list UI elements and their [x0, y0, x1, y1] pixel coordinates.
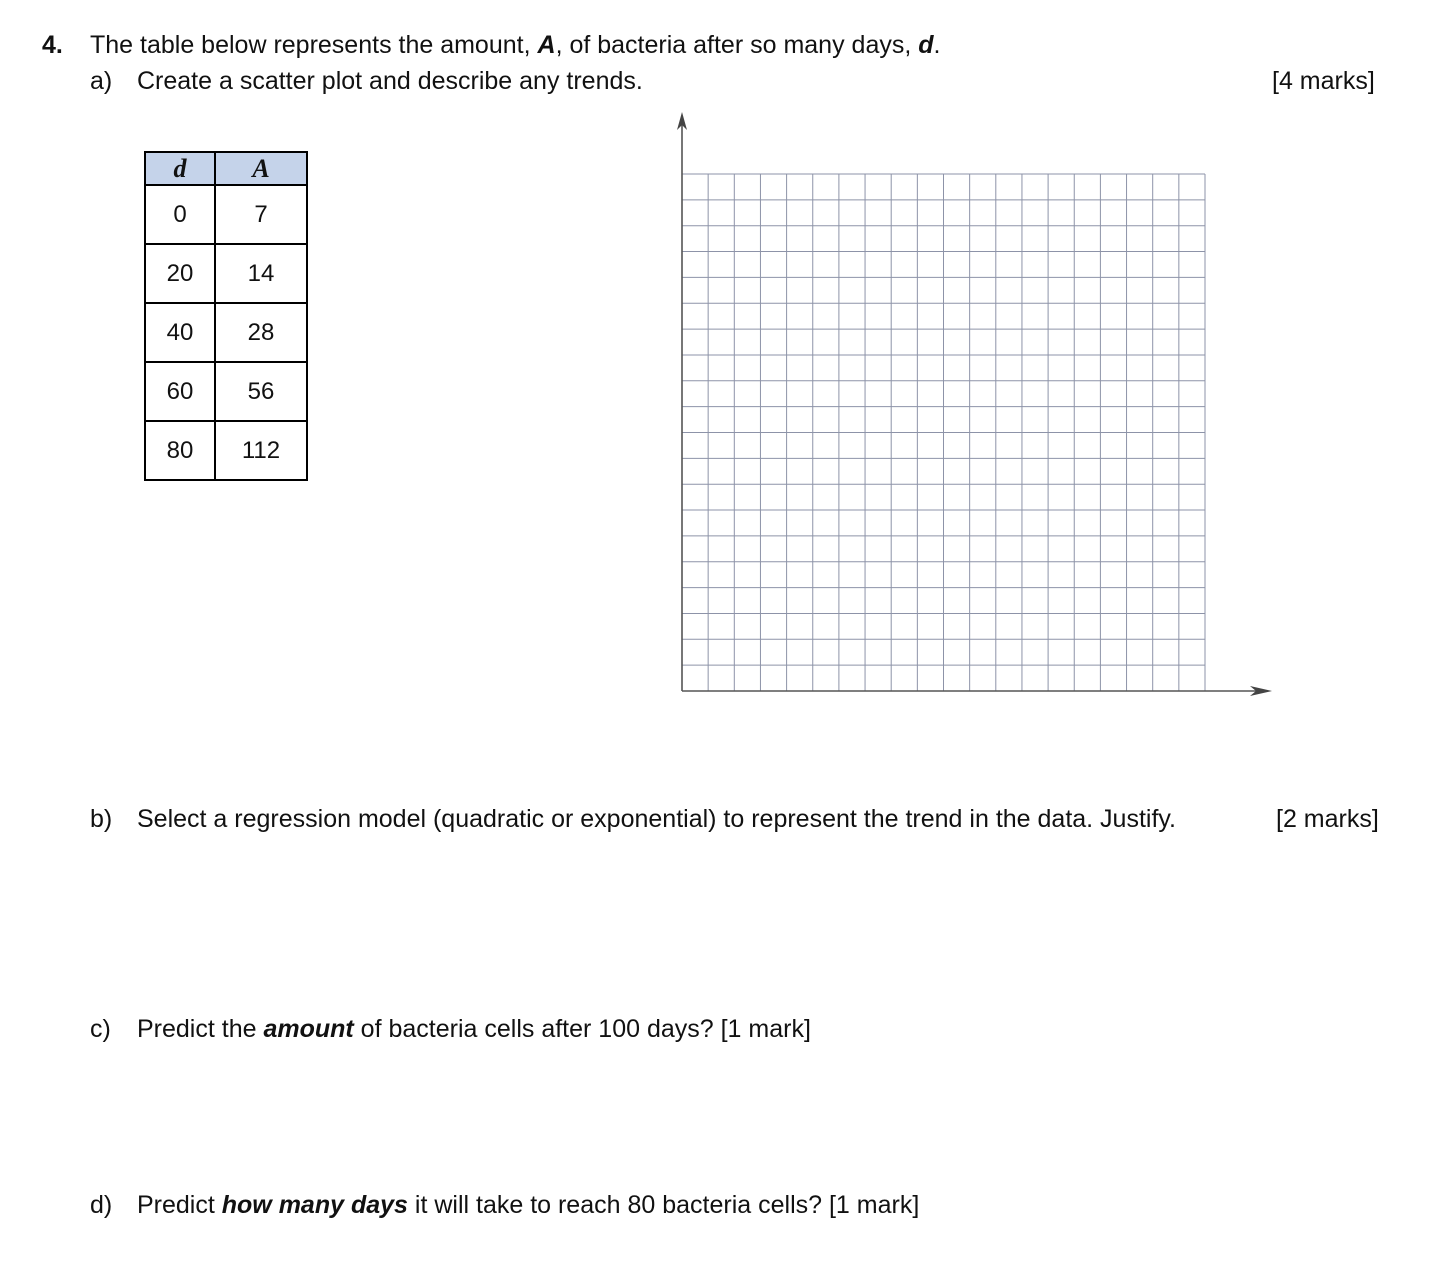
- stem-var-a: A: [537, 31, 556, 59]
- grid-lines: [682, 174, 1205, 691]
- table-cell: 14: [215, 244, 307, 303]
- stem-pre: The table below represents the amount,: [90, 31, 538, 59]
- table-cell: 60: [145, 362, 215, 421]
- part-d-letter: d): [90, 1191, 113, 1219]
- table-cell: 80: [145, 421, 215, 480]
- part-d-text: [137, 1191, 919, 1220]
- table-row: [145, 185, 307, 244]
- data-table: [144, 151, 308, 481]
- table-cell: 40: [145, 303, 215, 362]
- part-c-post: of bacteria cells after 100 days? [1 mark]: [353, 1015, 811, 1043]
- part-d-pre: Predict: [137, 1191, 222, 1219]
- stem-mid: , of bacteria after so many days,: [555, 31, 919, 59]
- question-number: 4.: [42, 31, 63, 59]
- table-header-a: A: [215, 152, 307, 185]
- table-cell: 56: [215, 362, 307, 421]
- part-c-letter: c): [90, 1015, 111, 1043]
- table-row: [145, 362, 307, 421]
- table-cell: 112: [215, 421, 307, 480]
- graph-grid[interactable]: [660, 100, 1290, 710]
- part-a-marks: [4 marks]: [1272, 67, 1375, 95]
- table-cell: 28: [215, 303, 307, 362]
- table-cell: 20: [145, 244, 215, 303]
- part-d-emph: how many days: [221, 1191, 408, 1219]
- stem-var-d: d: [918, 31, 934, 59]
- part-c-text: [137, 1015, 811, 1044]
- table-row: [145, 421, 307, 480]
- question-stem: [90, 31, 940, 60]
- stem-end: .: [933, 31, 941, 59]
- part-c-pre: Predict the: [137, 1015, 264, 1043]
- part-a-letter: a): [90, 67, 113, 95]
- part-b-marks: [2 marks]: [1276, 805, 1379, 833]
- part-d-post: it will take to reach 80 bacteria cells? [1 mark]: [407, 1191, 920, 1219]
- part-a-text: Create a scatter plot and describe any trends.: [137, 67, 643, 95]
- table-header-row: [145, 152, 307, 185]
- table-header-d: d: [145, 152, 215, 185]
- part-b-letter: b): [90, 805, 113, 833]
- part-c-emph: amount: [263, 1015, 354, 1043]
- table-row: [145, 303, 307, 362]
- table-cell: 0: [145, 185, 215, 244]
- table-row: [145, 244, 307, 303]
- part-b-text: Select a regression model (quadratic or exponential) to represent the trend in the data. Justify.: [137, 805, 1177, 833]
- table-cell: 7: [215, 185, 307, 244]
